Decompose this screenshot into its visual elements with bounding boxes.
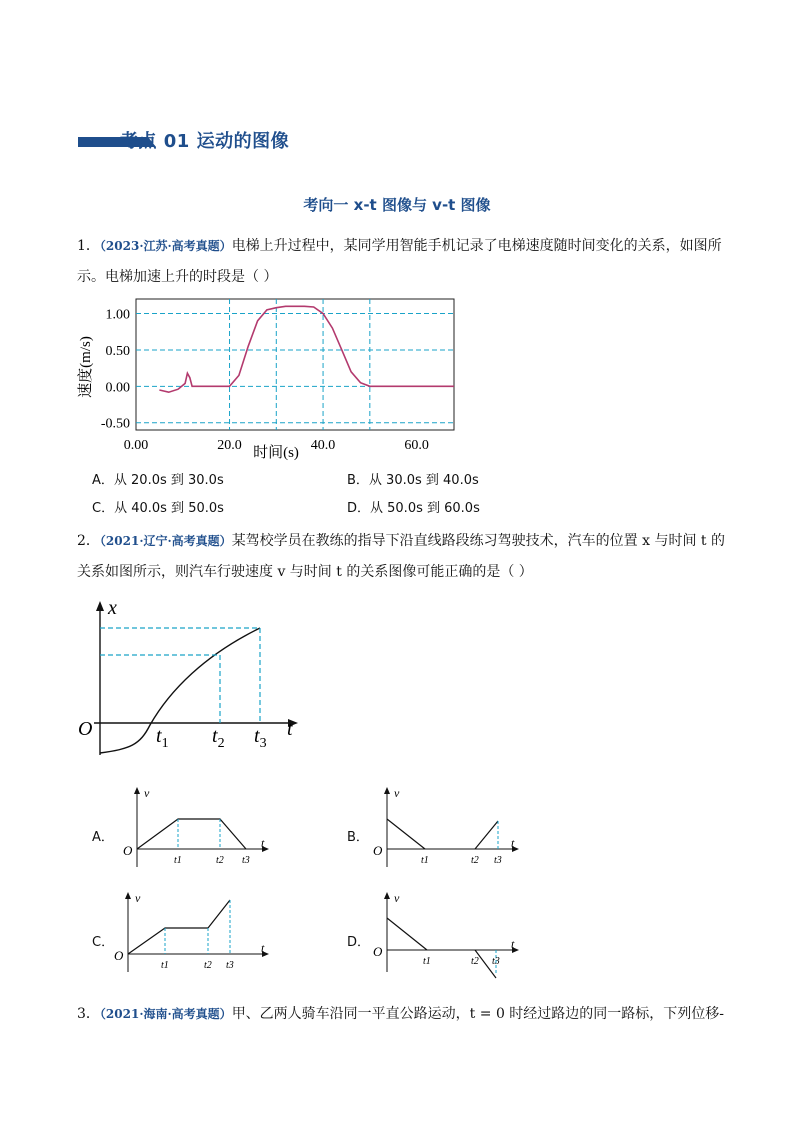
question-2 xyxy=(77,526,727,588)
v-axis-arrow xyxy=(125,892,131,899)
tick-t1: t1 xyxy=(423,956,431,967)
xt-t1-sub: 1 xyxy=(161,736,169,751)
option-b: B．从 30.0s 到 40.0s xyxy=(347,473,479,488)
tick-t3: t3 xyxy=(494,855,502,866)
tick-t1: t1 xyxy=(161,960,169,971)
tick-t1: t1 xyxy=(174,855,182,866)
velocity-curve xyxy=(159,306,454,392)
x-tick-label: 20.0 xyxy=(217,438,242,453)
question-1-text: 电梯上升过程中，某同学用智能手机记录了电梯速度随时间变化的关系，如图所示。电梯加速上升的时段是（ ） xyxy=(77,238,722,285)
option-b-label: B． xyxy=(347,830,369,845)
y-tick-label: 0.50 xyxy=(105,343,130,359)
x-tick-label: 0.00 xyxy=(123,438,149,453)
question-1-source: （2023·江苏·高考真题） xyxy=(99,239,232,253)
question-3 xyxy=(77,999,727,1030)
tick-t2: t2 xyxy=(471,956,479,967)
v-axis-arrow xyxy=(384,787,390,794)
svg-text:t2 xyxy=(212,725,225,751)
v-label: v xyxy=(394,891,400,905)
v-label: v xyxy=(135,891,141,905)
xt-t2-sub: 2 xyxy=(217,736,225,751)
xt-t3-sub: 3 xyxy=(259,736,267,751)
question-1-chart xyxy=(70,292,429,462)
x-axis-label: 时间(s) xyxy=(253,445,299,461)
chart-frame xyxy=(136,299,454,430)
option-c-label: C． xyxy=(92,935,115,950)
option-c: C．从 40.0s 到 50.0s xyxy=(92,501,224,516)
question-2-text: 某驾校学员在教练的指导下沿直线路段练习驾驶技术，汽车的位置 x 与时间 t 的关系如图所示，则汽车行驶速度 v 与时间 t 的关系图像可能正确的是（ ） xyxy=(77,533,726,580)
y-tick-label: 0.00 xyxy=(105,380,130,396)
x-tick-label: 40.0 xyxy=(310,438,336,453)
vt-graph-c xyxy=(115,890,275,975)
vt-graph-d xyxy=(365,890,525,975)
chart-ticks xyxy=(101,308,429,453)
option-d-label: D． xyxy=(347,935,371,950)
option-a: A．从 20.0s 到 30.0s xyxy=(92,473,224,488)
y-axis-label: 速度(m/s) xyxy=(78,336,94,398)
origin-label: O xyxy=(123,843,133,858)
v-axis-arrow xyxy=(384,892,390,899)
vt-graph-b xyxy=(365,785,525,870)
tick-t3: t3 xyxy=(226,960,234,971)
t-label: t xyxy=(261,941,265,955)
t-label: t xyxy=(511,836,515,850)
question-3-text: 甲、乙两人骑车沿同一平直公路运动，t = 0 时经过路边的同一路标，下列位移- xyxy=(231,1006,725,1022)
v-axis-arrow xyxy=(134,787,140,794)
origin-label: O xyxy=(114,948,124,963)
xt-origin: O xyxy=(78,718,93,740)
question-2-source: （2021·辽宁·高考真题） xyxy=(99,534,232,548)
tick-t2: t2 xyxy=(216,855,224,866)
y-tick-label: 1.00 xyxy=(105,307,130,323)
v-label: v xyxy=(144,786,150,800)
svg-text:t1 xyxy=(156,725,169,751)
xt-t2-label: t xyxy=(212,725,218,747)
xt-t1-label: t xyxy=(156,725,162,747)
tick-t2: t2 xyxy=(204,960,212,971)
t-label: t xyxy=(511,937,515,951)
question-3-number: 3． xyxy=(77,1006,100,1022)
question-2-number: 2． xyxy=(77,533,100,549)
y-tick-label: -0.50 xyxy=(100,416,130,432)
xt-graph xyxy=(70,595,310,760)
t-label: t xyxy=(261,836,265,850)
origin-label: O xyxy=(373,944,383,959)
option-a-label: A． xyxy=(92,830,114,845)
question-3-source: （2021·海南·高考真题） xyxy=(99,1007,232,1021)
option-d: D．从 50.0s 到 60.0s xyxy=(347,501,480,516)
svg-text:t3 xyxy=(254,725,267,751)
origin-label: O xyxy=(373,843,383,858)
question-1 xyxy=(77,231,727,293)
tick-t3: t3 xyxy=(492,956,500,967)
chart-grid xyxy=(136,299,454,430)
subsection-title: 考向一 x-t 图像与 v-t 图像 xyxy=(303,196,491,214)
tick-t3: t3 xyxy=(242,855,250,866)
tick-t2: t2 xyxy=(471,855,479,866)
xt-x-label: t xyxy=(287,718,293,740)
section-title: 考点 01 运动的图像 xyxy=(120,131,290,152)
tick-t1: t1 xyxy=(421,855,429,866)
v-label: v xyxy=(394,786,400,800)
x-tick-label: 60.0 xyxy=(404,438,429,453)
xt-t3-label: t xyxy=(254,725,260,747)
question-1-number: 1． xyxy=(77,238,100,254)
vt-graph-a xyxy=(115,785,275,870)
xt-y-label: x xyxy=(108,597,117,619)
